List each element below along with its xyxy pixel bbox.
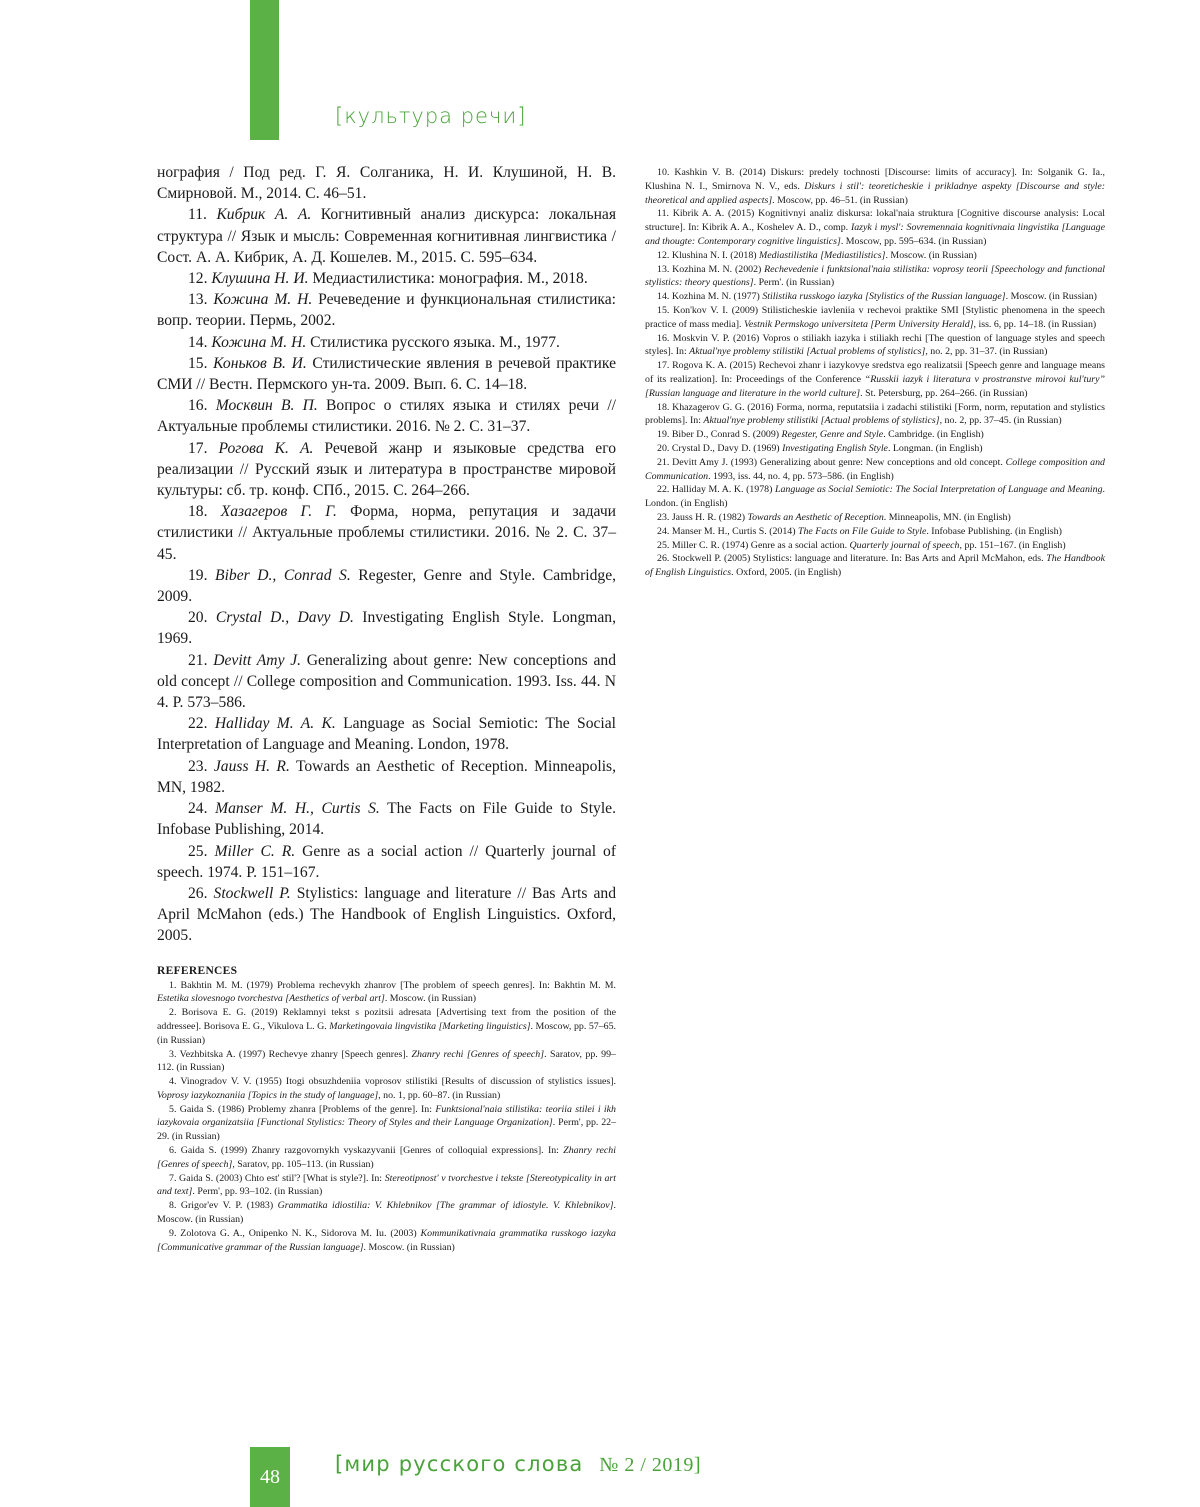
reference-entry <box>645 525 1105 539</box>
entry-author: Кожина М. Н. <box>213 291 313 309</box>
reference-entry <box>645 249 1105 263</box>
reference-entry <box>645 332 1105 360</box>
reference-text: 25. Miller C. R. (1974) Genre as a social action. <box>657 539 850 551</box>
entry-number: 13. <box>188 291 214 309</box>
entry-text: Regester, Genre and Style. Cambridge, 2009. <box>157 566 617 606</box>
entry-number: 22. <box>188 715 215 733</box>
reference-title: Kommunikativnaia grammatika russkogo iazyka [Communicative grammar of the Russian language] <box>157 1227 616 1253</box>
reference-text: 8. Grigor'ev V. P. (1983) <box>169 1200 278 1212</box>
right-column <box>645 166 1105 580</box>
reference-text: . London. (in English) <box>645 484 1105 510</box>
references-list-left <box>157 979 616 1255</box>
bibliography-entry <box>157 650 616 714</box>
reference-text: 4. Vinogradov V. V. (1955) Itogi obsuzhdeniia voprosov stilistiki [Results of discussion of stylistics issues]. <box>169 1076 616 1088</box>
reference-title: Regester, Genre and Style <box>781 429 884 441</box>
entry-text: нография / Под ред. Г. Я. Солганика, Н. И. Клушиной, Н. В. Смирновой. М., 2014. С. 46–51. <box>157 164 616 203</box>
entry-author: Stockwell P. <box>213 884 291 902</box>
entry-number: 12. <box>188 270 212 288</box>
reference-text: , no. 2, pp. 31–37. (in Russian) <box>925 346 1048 358</box>
entry-text: Речеведение и функциональная стилистика: вопр. теории. Пермь, 2002. <box>157 291 617 330</box>
entry-author: Кибрик А. А. <box>216 206 312 224</box>
reference-title: The Handbook of English Linguistics <box>645 553 1105 579</box>
entry-number: 19. <box>188 566 216 584</box>
reference-title: Estetika slovesnogo tvorchestva [Aesthetics of verbal art] <box>157 993 385 1005</box>
reference-entry <box>645 166 1105 207</box>
reference-text: 11. Kibrik A. A. (2015) Kognitivnyi analiz diskursa: lokal'naia struktura [Cognitive discourse analysis: Local structure]. In: Kibrik A. A., Koshelev A. D., comp. <box>645 208 1105 234</box>
entry-author: Halliday M. A. K. <box>214 715 336 733</box>
journal-issue: № 2 / 2019] <box>599 1454 702 1476</box>
reference-entry <box>645 539 1105 553</box>
reference-text: . Moscow. (in Russian) <box>885 249 977 261</box>
entry-author: Клушина Н. И. <box>211 270 309 288</box>
bibliography-entry <box>157 607 616 649</box>
reference-text: . Cambridge. (in English) <box>883 429 984 441</box>
bibliography-entry <box>157 798 616 840</box>
reference-title: Diskurs i stil': teoreticheskie i prikladnye aspekty [Discourse and style: theoretical and applied aspects] <box>645 180 1106 206</box>
entry-number: 11. <box>188 206 217 224</box>
reference-title: “Russkii iazyk i literatura v prostranstve mirovoi kul'tury” [Russian language and literature in the world culture] <box>645 373 1105 399</box>
entry-number: 20. <box>188 609 216 627</box>
reference-title: Aktual'nye problemy stilistiki [Actual problems of stylistics] <box>689 346 926 358</box>
reference-entry <box>645 304 1105 332</box>
entry-number: 18. <box>188 503 221 521</box>
reference-entry <box>645 428 1105 442</box>
reference-entry <box>645 552 1105 580</box>
reference-entry <box>645 290 1105 304</box>
reference-text: . Saratov, pp. 99–112. (in Russian) <box>157 1048 616 1074</box>
entry-text: Investigating English Style. Longman, 1969. <box>157 609 616 648</box>
reference-title: Funktsional'naia stilistika: teoriia stilei i ikh iazykovaia organizatsiia [Functional Stylistics: Theory of Styles and their Language Organization] <box>157 1103 616 1129</box>
bibliography-entry <box>157 713 616 755</box>
reference-text: . Moscow, pp. 57–65. (in Russian) <box>157 1020 616 1046</box>
reference-text: 23. Jauss H. R. (1982) <box>657 511 748 523</box>
reference-entry <box>157 1227 616 1255</box>
entry-number: 24. <box>188 800 216 818</box>
reference-text: 14. Kozhina M. N. (1977) <box>657 291 763 303</box>
reference-title: Rechevedenie i funktsional'naia stilistika: voprosy teorii [Speechology and functional stylistics: theory questions] <box>645 263 1106 289</box>
bibliography-entry <box>157 565 616 607</box>
reference-text: . Oxford, 2005. (in English) <box>731 567 842 579</box>
entry-number: 21. <box>188 651 214 669</box>
reference-text: . Moscow. (in Russian) <box>363 1241 455 1253</box>
bibliography-entry <box>157 353 616 395</box>
reference-entry <box>645 456 1105 484</box>
reference-text: . Perm'. (in Russian) <box>753 277 835 289</box>
reference-title: Towards an Aesthetic of Reception <box>747 511 884 523</box>
bibliography-entry <box>157 162 616 204</box>
reference-entry <box>157 1172 616 1200</box>
reference-title: Language as Social Semiotic: The Social Interpretation of Language and Meaning <box>774 484 1103 496</box>
entry-author: Crystal D., Davy D. <box>215 609 354 627</box>
entry-text: Форма, норма, репутация и задачи стилистики // Актуальные проблемы стилистики. 2016. № 2. С. 37–45. <box>157 503 617 563</box>
reference-text: 6. Gaida S. (1999) Zhanry razgovornykh vyskazyvanii [Genres of colloquial expressions]. In: <box>169 1145 564 1157</box>
header-accent-bar <box>250 0 279 140</box>
reference-entry <box>645 511 1105 525</box>
bibliography-entry <box>157 395 616 437</box>
reference-entry <box>157 1048 616 1076</box>
reference-entry <box>645 401 1105 429</box>
reference-text: 1. Bakhtin M. M. (1979) Problema rechevykh zhanrov [The problem of speech genres]. In: Bakhtin M. M. <box>169 979 616 991</box>
entry-number: 17. <box>188 439 219 457</box>
journal-name: [мир русского слова <box>335 1452 584 1476</box>
reference-text: 20. Crystal D., Davy D. (1969) <box>657 442 783 454</box>
reference-text: 10. Kashkin V. B. (2014) Diskurs: predely tochnosti [Discourse: limits of accuracy]. In: Solganik G. Ia., Klushina N. I., Smirnova N. V., eds. <box>645 167 1105 192</box>
reference-text: 21. Devitt Amy J. (1993) Generalizing about genre: New conceptions and old concept. <box>657 456 1006 468</box>
entry-number: 26. <box>188 884 214 902</box>
entry-text: Stylistics: language and literature // Bas Arts and April McMahon (eds.) The Handbook of English Linguistics. Oxford, 2005. <box>157 884 616 945</box>
reference-text: 2. Borisova E. G. (2019) Reklamnyi tekst s pozitsii adresata [Advertising text from the position of the addressee]. Borisova E. G., Vikulova L. G. <box>157 1007 616 1032</box>
page-number: 48 <box>260 1466 280 1488</box>
reference-text: . Infobase Publishing. (in English) <box>926 525 1062 537</box>
entry-text: Стилистика русского языка. М., 1977. <box>306 333 560 351</box>
entry-text: Речевой жанр и языковые средства его реализации // Русский язык и литература в пространстве мировой культуры: сб. тр. конф. СПб., 2015. С. 264–266. <box>157 439 617 500</box>
reference-title: Zhanry rechi [Genres of speech] <box>157 1145 616 1170</box>
entry-author: Manser M. H., Curtis S. <box>215 800 380 818</box>
reference-text: 5. Gaida S. (1986) Problemy zhanra [Problems of the genre]. In: <box>169 1103 436 1115</box>
entry-author: Miller C. R. <box>214 842 296 860</box>
entry-author: Кожина М. Н. <box>211 333 307 351</box>
reference-entry <box>157 1075 616 1103</box>
bibliography-entry <box>157 501 616 565</box>
entry-author: Jauss H. R. <box>213 757 290 775</box>
reference-title: College composition and Communication <box>645 456 1105 482</box>
entry-text: The Facts on File Guide to Style. Infobase Publishing, 2014. <box>157 800 616 839</box>
reference-title: Investigating English Style <box>782 442 888 454</box>
entry-text: Медиастилистика: монография. М., 2018. <box>308 270 588 288</box>
left-column <box>157 162 616 1254</box>
reference-title: Aktual'nye problemy stilistiki [Actual problems of stylistics] <box>703 415 940 427</box>
reference-title: Grammatika idiostilia: V. Khlebnikov [The grammar of idiostyle. V. Khlebnikov] <box>277 1200 614 1212</box>
reference-text: 7. Gaida S. (2003) Chto est' stil'? [What is style?]. In: <box>169 1172 385 1184</box>
references-list-right <box>645 166 1105 580</box>
reference-entry <box>645 483 1105 511</box>
entry-number: 15. <box>188 354 214 372</box>
reference-text: 18. Khazagerov G. G. (2016) Forma, norma, reputatsiia i zadachi stilistiki [Form, norm, reputation and stylistics problems]. In: <box>645 401 1105 427</box>
reference-entry <box>157 1103 616 1144</box>
entry-text: Стилистические явления в речевой практике СМИ // Вестн. Пермского ун-та. 2009. Вып. 6. С. 14–18. <box>157 354 616 394</box>
bibliography-entry <box>157 438 616 502</box>
bibliography-entry <box>157 268 616 289</box>
reference-text: . Moscow, pp. 46–51. (in Russian) <box>772 194 908 206</box>
reference-entry <box>645 359 1105 400</box>
bibliography-entry <box>157 204 616 268</box>
reference-text: 24. Manser M. H., Curtis S. (2014) <box>657 525 798 537</box>
reference-entry <box>157 1144 616 1172</box>
journal-title <box>335 1452 701 1477</box>
entry-text: Когнитивный анализ дискурса: локальная структура // Язык и мысль: Современная когнитивная лингвистика / Сост. А. А. Кибрик, А. Д. Кошелев. М., 2015. С. 595–634. <box>157 206 617 266</box>
reference-text: . Moscow. (in Russian) <box>1005 291 1097 303</box>
reference-text: , no. 1, pp. 60–87. (in Russian) <box>378 1089 501 1101</box>
reference-title: Stilistika russkogo iazyka [Stylistics of the Russian language] <box>762 291 1006 303</box>
reference-entry <box>157 1006 616 1047</box>
reference-text: , Saratov, pp. 105–113. (in Russian) <box>232 1158 374 1170</box>
entry-author: Biber D., Conrad S. <box>215 566 351 584</box>
entry-author: Москвин В. П. <box>215 397 318 415</box>
entry-text: Towards an Aesthetic of Reception. Minneapolis, MN, 1982. <box>157 757 616 796</box>
reference-title: Voprosy iazykoznaniia [Topics in the study of language] <box>157 1089 379 1101</box>
bibliography-entry <box>157 841 616 883</box>
reference-title: Quarterly journal of speech <box>849 539 960 551</box>
reference-title: Iazyk i mysl': Sovremennaia kognitivnaia lingvistika [Language and thougte: Contemporary cognitive linguistics] <box>645 222 1105 247</box>
reference-entry <box>157 979 616 1007</box>
reference-text: 26. Stockwell P. (2005) Stylistics: language and literature. In: Bas Arts and April McMahon, eds. <box>657 553 1047 565</box>
reference-text: 12. Klushina N. I. (2018) <box>657 249 760 261</box>
reference-text: . Moscow. (in Russian) <box>384 993 477 1005</box>
entry-author: Devitt Amy J. <box>213 651 302 669</box>
entry-number: 25. <box>188 842 215 860</box>
reference-text: . St. Petersburg, pp. 264–266. (in Russian) <box>860 387 1028 399</box>
reference-entry <box>645 207 1105 248</box>
entry-text: Language as Social Semiotic: The Social Interpretation of Language and Meaning. London, 1978. <box>157 715 616 754</box>
bibliography-entry <box>157 883 616 947</box>
reference-text: 22. Halliday M. A. K. (1978) <box>657 484 775 496</box>
reference-text: , no. 2, pp. 37–45. (in Russian) <box>939 415 1062 427</box>
russian-bibliography <box>157 162 616 947</box>
entry-author: Коньков В. И. <box>213 354 307 372</box>
reference-text: . 1993, iss. 44, no. 4, pp. 573–586. (in English) <box>708 470 894 482</box>
reference-title: Zhanry rechi [Genres of speech] <box>411 1048 545 1060</box>
reference-text: . Perm', pp. 22–29. (in Russian) <box>157 1117 617 1143</box>
reference-text: , iss. 6, pp. 14–18. (in Russian) <box>973 318 1097 330</box>
reference-title: Vestnik Permskogo universiteta [Perm University Herald] <box>743 318 974 330</box>
reference-title: Marketingovaia lingvistika [Marketing linguistics] <box>329 1020 531 1032</box>
reference-text: . Moscow, pp. 595–634. (in Russian) <box>840 235 987 247</box>
entry-number: 23. <box>188 757 214 775</box>
entry-author: Хазагеров Г. Г. <box>220 503 337 521</box>
reference-text: . Minneapolis, MN. (in English) <box>883 511 1011 523</box>
reference-text: 13. Kozhina M. N. (2002) <box>657 263 765 275</box>
entry-text: Genre as a social action // Quarterly journal of speech. 1974. P. 151–167. <box>157 842 617 881</box>
reference-text: , pp. 151–167. (in English) <box>959 539 1066 551</box>
reference-text: 15. Kon'kov V. I. (2009) Stilisticheskie iavleniia v rechevoi praktike SMI [Stylistic phenomena in the speech practice of mass media]. <box>645 304 1105 330</box>
section-title: [культура речи] <box>335 104 527 128</box>
reference-title: Mediastilistika [Mediastilistics] <box>759 249 886 261</box>
bibliography-entry <box>157 756 616 798</box>
reference-title: Stereotipnost' v tvorchestve i tekste [Stereotypicality in art and text] <box>157 1172 617 1198</box>
reference-entry <box>157 1199 616 1227</box>
entry-number: 14. <box>188 333 212 351</box>
entry-author: Рогова К. А. <box>218 439 314 457</box>
bibliography-entry <box>157 289 616 331</box>
reference-entry <box>645 263 1105 291</box>
reference-entry <box>645 442 1105 456</box>
reference-text: 16. Moskvin V. P. (2016) Vopros o stiliakh iazyka i stiliakh rechi [The question of language styles and speech styles]. In: <box>645 332 1105 358</box>
references-heading: REFERENCES <box>157 964 238 977</box>
reference-text: 19. Biber D., Conrad S. (2009) <box>657 429 782 441</box>
entry-text: Generalizing about genre: New conceptions and old concept // College composition and Communication. 1993. Iss. 44. N 4. P. 573–586. <box>157 651 617 712</box>
reference-title: The Facts on File Guide to Style <box>798 525 927 537</box>
reference-text: . Longman. (in English) <box>887 442 983 454</box>
entry-text: Вопрос о стилях языка и стилях речи // Актуальные проблемы стилистики. 2016. № 2. С. 31–37. <box>157 397 616 436</box>
reference-text: . Perm', pp. 93–102. (in Russian) <box>192 1186 323 1198</box>
reference-text: 3. Vezhbitska A. (1997) Rechevye zhanry [Speech genres]. <box>169 1048 412 1060</box>
reference-text: 9. Zolotova G. A., Onipenko N. K., Sidorova M. Iu. (2003) <box>169 1227 421 1239</box>
reference-text: 17. Rogova K. A. (2015) Rechevoi zhanr i iazykovye sredstva ego realizatsii [Speech genre and language means of its realization]. In: Proceedings of the Conference <box>645 360 1105 385</box>
reference-text: . Moscow. (in Russian) <box>157 1200 617 1226</box>
entry-number: 16. <box>188 397 216 415</box>
bibliography-entry <box>157 332 616 353</box>
